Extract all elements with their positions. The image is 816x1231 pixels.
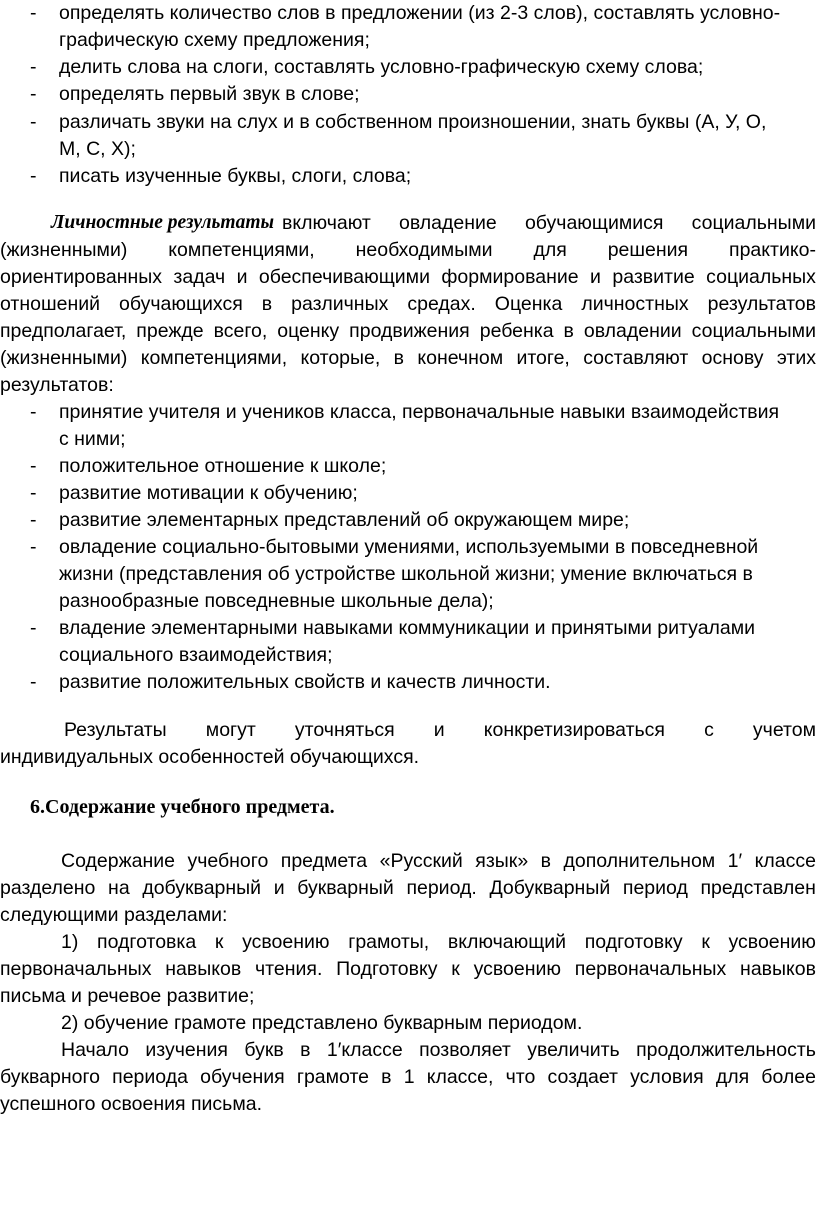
paragraph-line: отношений обучающихся в различных средах. Оценка личностных результатов (0, 293, 816, 315)
paragraph-line: Начало изучения букв в 1′классе позволяет увеличить продолжительность (61, 1039, 816, 1061)
paragraph-last-line: успешного освоения письма. (0, 1093, 262, 1115)
document-page: - определять количество слов в предложении (из 2-3 слов), составлять условно- графическую схему предложения; - делить слова на слоги, составлять условно-графическую схему слова; - определять первый звук в слове; - различать звуки на слух и в собственном произношении, знать буквы (А, У, О, М, С, Х); - писать изученные буквы, слоги, слова; Личностные результаты включают овладение обучающимися социальными (жизненными) компетенциями, необходимыми для решения практико- ориентированных задач и обеспечивающими формирование и развитие социальных отношений обучающихся в различных средах. Оценка личностных результатов предполагает, прежде всего, оценку продвижения ребенка в овладении социальными (жизненными) компетенциями, которые, в конечном итоге, составляют основу этих результатов: - принятие учителя и учеников класса, первоначальные навыки взаимодействия с ними; - положительное отношение к школе; - развитие мотивации к обучению; - развитие элементарных представлений об окружающем мире; - овладение социально-бытовыми умениями, используемыми в повседневной жизни (представления об устройстве школьной жизни; умение включаться в разнообразные повседневные школьные дела); - владение элементарными навыками коммуникации и принятыми ритуалами социального взаимодействия; - развитие положительных свойств и качеств личности. Результаты могут уточняться и конкретизироваться с учетом индивидуальных особенностей обучающихся. 6.Содержание учебного предмета. Содержание учебного предмета «Русский язык» в дополнительном 1′ классе разделено на добукварный и букварный период. Добукварный период представлен следующими разделами: 1) подготовка к усвоению грамоты, включающий подготовку к усвоению первоначальных навыков чтения. Подготовку к усвоению первоначальных навыков письма и речевое развитие; 2) обучение грамоте представлено букварным периодом. Начало изучения букв в 1′классе позволяет увеличить продолжительность букварного периода обучения грамоте в 1 классе, что создает условия для более успешного освоения письма. (0, 2, 816, 1115)
paragraph-line: Содержание учебного предмета «Русский язык» в дополнительном 1′ классе (61, 850, 816, 872)
content-paragraph-3: 2) обучение грамоте представлено букварным периодом. (61, 1012, 583, 1034)
paragraph-line: разделено на добукварный и букварный период. Добукварный период представлен (0, 877, 816, 899)
paragraph-line-rest: включают овладение обучающимися социальными (282, 212, 816, 234)
paragraph-line: первоначальных навыков чтения. Подготовку к усвоению первоначальных навыков (0, 958, 816, 980)
section-heading: 6.Содержание учебного предмета. (30, 796, 335, 818)
paragraph-last-line: письма и речевое развитие; (0, 985, 255, 1007)
list-item-continuation: жизни (представления об устройстве школьной жизни; умение включаться в (59, 563, 753, 585)
list-item-continuation: разнообразные повседневные школьные дела); (59, 590, 494, 612)
personal-results-lead: Личностные результаты (51, 212, 275, 233)
paragraph-first-line (0, 210, 816, 236)
paragraph-line: букварного периода обучения грамоте в 1 классе, что создает условия для более (0, 1066, 816, 1088)
paragraph-last-line: результатов: (0, 374, 114, 396)
paragraph-line: (жизненными) компетенциями, которые, в конечном итоге, составляют основу этих (0, 347, 816, 369)
list-item-continuation: графическую схему предложения; (59, 29, 370, 51)
paragraph-last-line: индивидуальных особенностей обучающихся. (0, 746, 420, 768)
paragraph-line: Результаты могут уточняться и конкретизироваться с учетом (64, 719, 816, 741)
paragraph-line: 1) подготовка к усвоению грамоты, включающий подготовку к усвоению (61, 931, 816, 953)
list-item-continuation: М, С, Х); (59, 138, 136, 160)
paragraph-line: (жизненными) компетенциями, необходимыми для решения практико- (0, 239, 816, 261)
list-item-continuation: с ними; (59, 428, 126, 450)
paragraph-line: ориентированных задач и обеспечивающими формирование и развитие социальных (0, 266, 816, 288)
paragraph-line: предполагает, прежде всего, оценку продвижения ребенка в овладении социальными (0, 320, 816, 342)
list-item-continuation: социального взаимодействия; (59, 644, 333, 666)
paragraph-last-line: следующими разделами: (0, 904, 228, 926)
